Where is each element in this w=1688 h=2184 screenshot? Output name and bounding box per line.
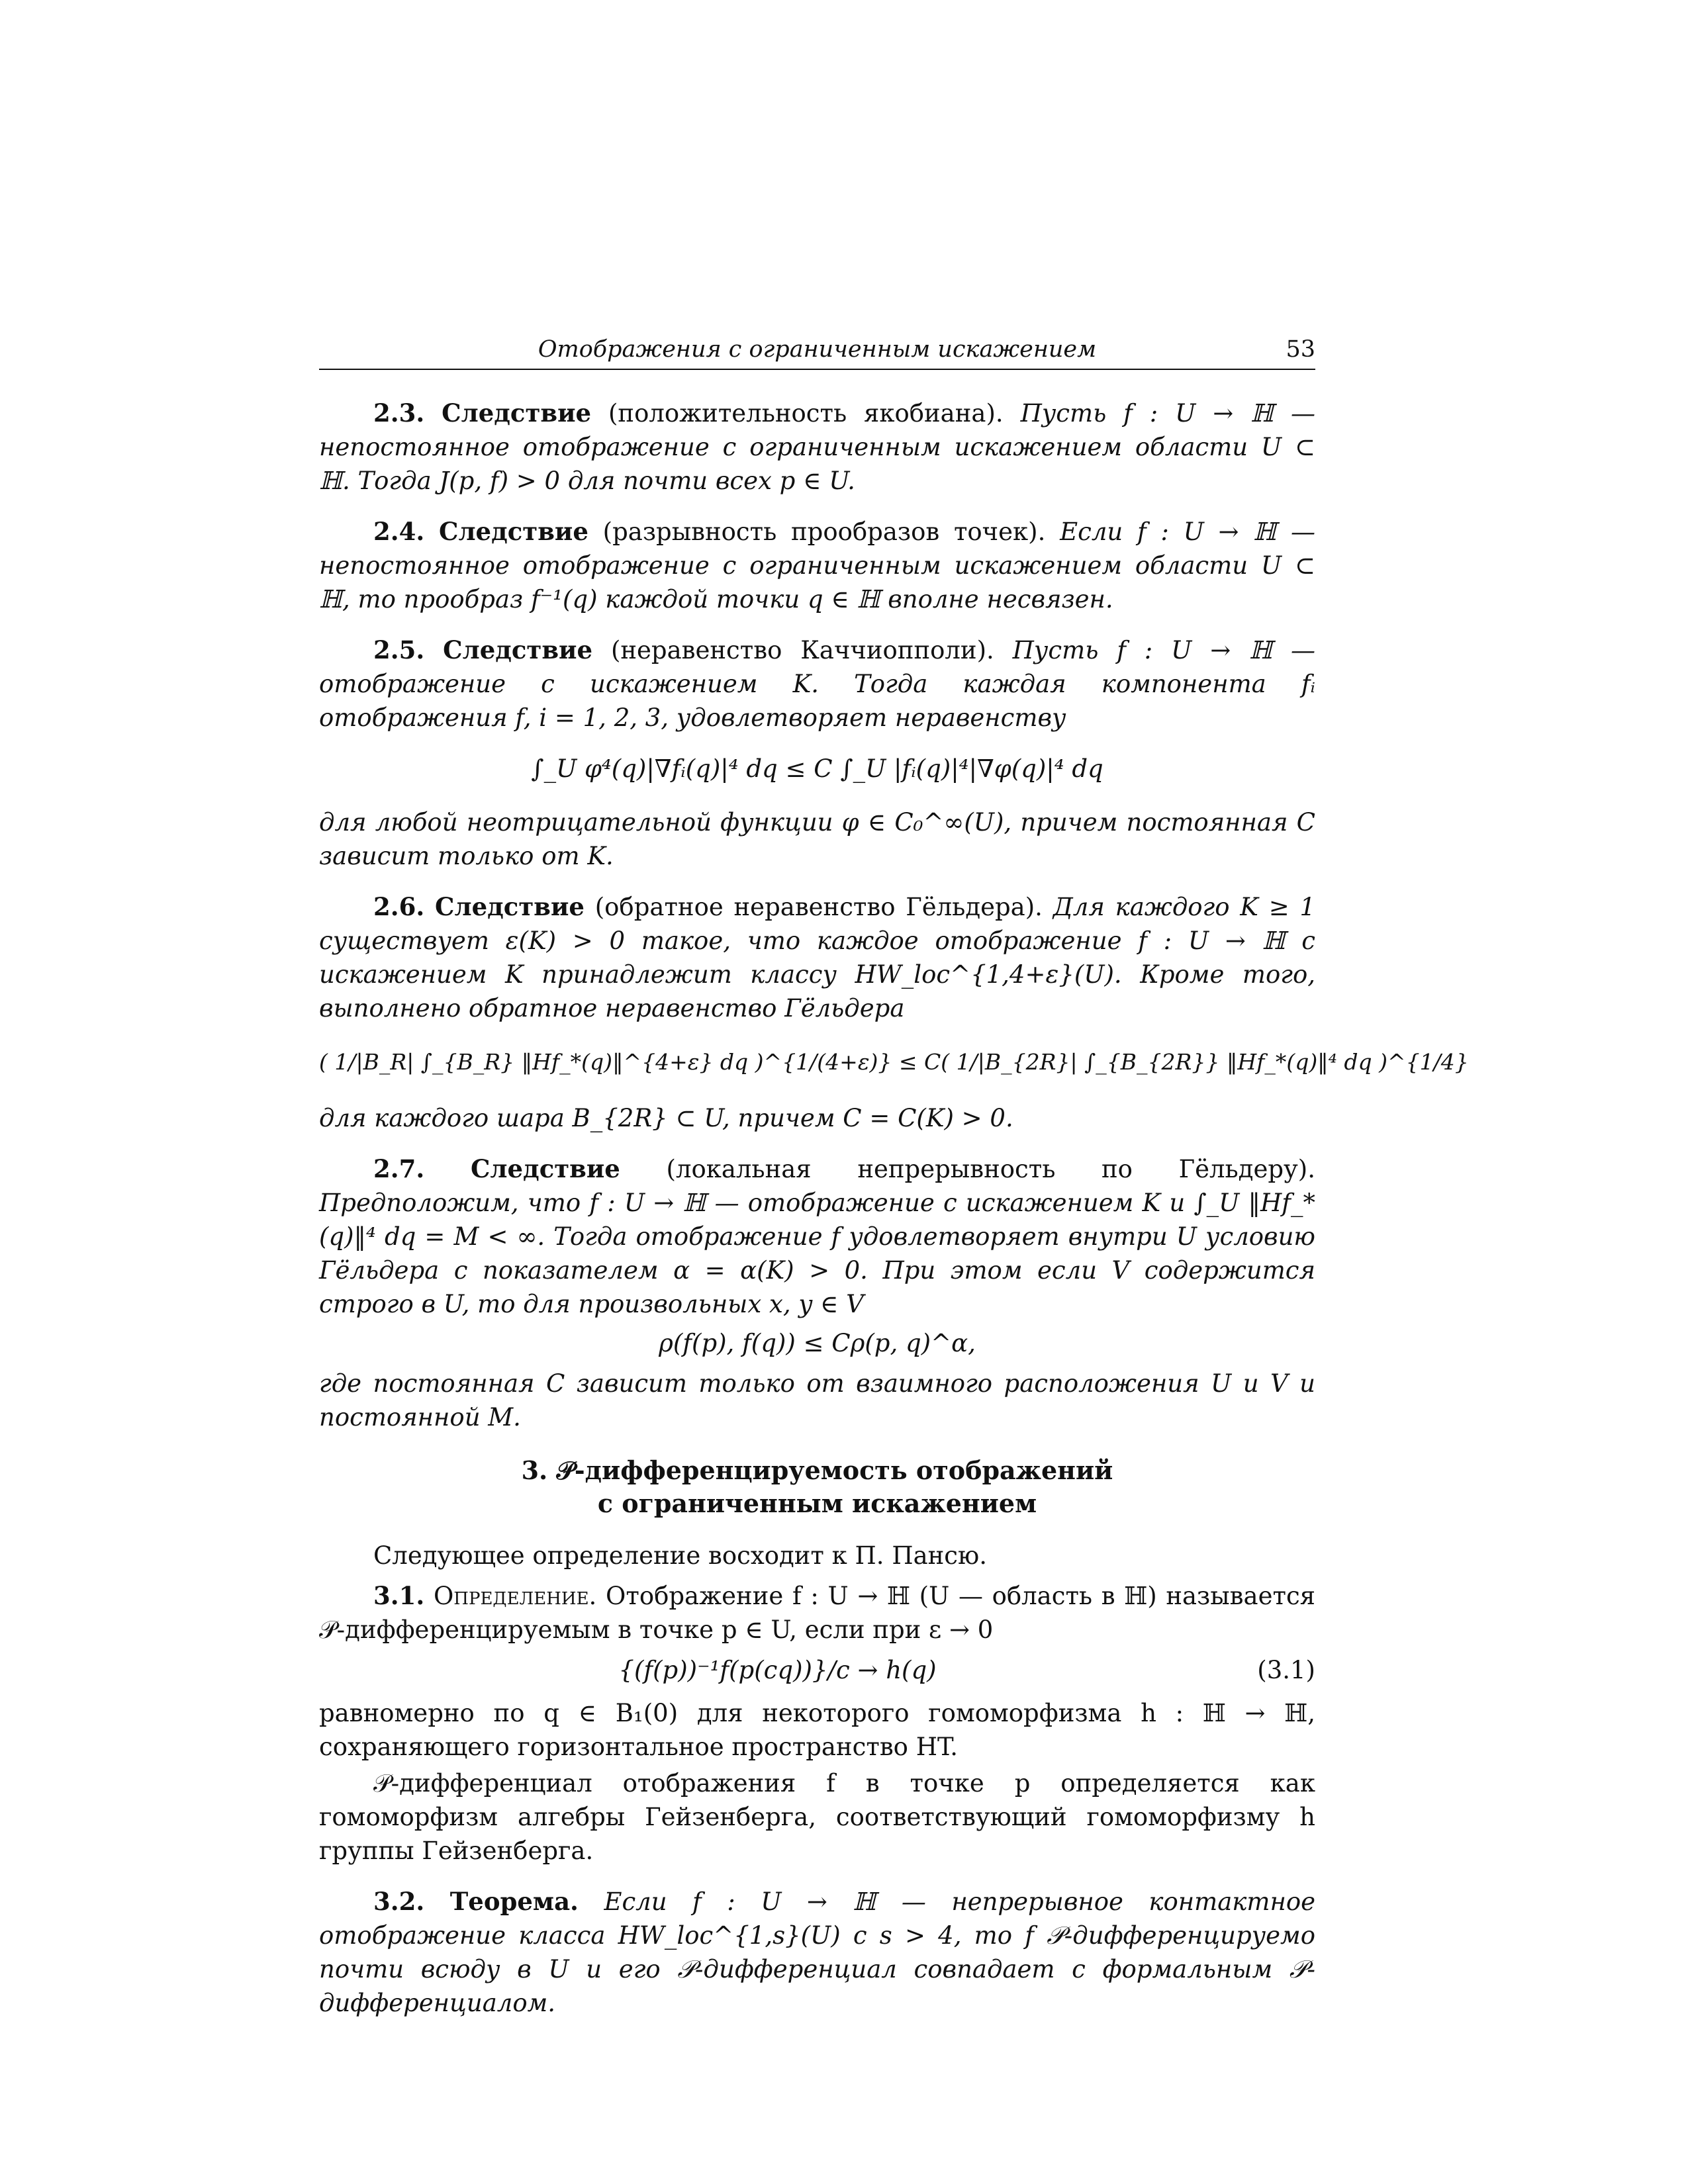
equation-number: (3.1) bbox=[1257, 1656, 1315, 1684]
corollary-2-5 bbox=[319, 633, 1315, 735]
corollary-note: (положительность якобиана). bbox=[608, 399, 1004, 428]
corollary-text: Для каждого K ≥ 1 существует ε(K) > 0 такое, что каждое отображение f : U → ℍ с искажением K принадлежит классу HW_loc^{1,4+ε}(U). Кроме того, выполнено обратное неравенство Гёльдера bbox=[319, 893, 1316, 1023]
p-differential-paragraph: 𝒫-дифференциал отображения f в точке p определяется как гомоморфизм алгебры Гейзенберга, соответствующий гомоморфизму h группы Гейзенберга. bbox=[319, 1769, 1315, 1865]
corollary-note: (разрывность прообразов точек). bbox=[602, 518, 1046, 546]
corollary-text: Предположим, что f : U → ℍ — отображение с искажением K и ∫_U ‖Hf_*(q)‖⁴ dq = M < ∞. Тогда отображение f удовлетворяет внутри U условию Гёльдера с показателем α = α(K) > 0. При этом если V содержится строго в U, то для произвольных x, y ∈ V bbox=[319, 1189, 1315, 1318]
section-heading-line-1: 3. 𝒫-дифференцируемость отображений bbox=[521, 1455, 1113, 1485]
corollary-note: (локальная непрерывность по Гёльдеру). bbox=[666, 1155, 1316, 1183]
definition-text: Отображение f : U → ℍ (U — область в ℍ) называется 𝒫-дифференцируемым в точке p ∈ U, если при ε → 0 bbox=[319, 1582, 1316, 1644]
equation-3-1 bbox=[319, 1653, 1315, 1687]
corollary-number: 2.5. bbox=[373, 635, 425, 664]
page bbox=[319, 334, 1469, 2037]
section-heading-line-2: с ограниченным искажением bbox=[597, 1488, 1037, 1518]
corollary-number: 2.4. bbox=[373, 517, 425, 546]
corollary-2-6-continuation: для каждого шара B_{2R} ⊂ U, причем C = C(K) > 0. bbox=[319, 1104, 1013, 1132]
corollary-2-5-continuation: для любой неотрицательной функции φ ∈ C₀^∞(U), причем постоянная C зависит только от K. bbox=[319, 808, 1315, 870]
corollary-note: (обратное неравенство Гёльдера). bbox=[594, 893, 1043, 921]
corollary-2-7 bbox=[319, 1152, 1315, 1321]
corollary-number: 2.3. bbox=[373, 398, 425, 428]
definition-3-1-continuation: равномерно по q ∈ B₁(0) для некоторого гомоморфизма h : ℍ → ℍ, сохраняющего горизонтальное пространство HT. bbox=[319, 1699, 1315, 1761]
corollary-number: 2.7. bbox=[373, 1154, 425, 1183]
definition-label: Определение. bbox=[433, 1582, 597, 1610]
corollary-2-3 bbox=[319, 396, 1315, 498]
running-header bbox=[319, 334, 1315, 370]
section-heading bbox=[319, 1454, 1315, 1520]
corollary-label: Следствие bbox=[443, 635, 593, 664]
equation-3-1-formula: {(f(p))⁻¹f(p(cq))}/c → h(q) bbox=[618, 1656, 937, 1684]
theorem-number: 3.2. bbox=[373, 1887, 425, 1916]
corollary-text: Пусть f : U → ℍ — непостоянное отображение с ограниченным искажением области U ⊂ ℍ. Тогда J(p, f) > 0 для почти всех p ∈ U. bbox=[319, 399, 1315, 495]
running-title: Отображения с ограниченным искажением bbox=[538, 336, 1097, 363]
corollary-2-4 bbox=[319, 515, 1315, 616]
corollary-2-7-continuation: где постоянная C зависит только от взаимного расположения U и V и постоянной M. bbox=[319, 1369, 1315, 1432]
corollary-label: Следствие bbox=[442, 398, 592, 428]
theorem-text: Если f : U → ℍ — непрерывное контактное отображение класса HW_loc^{1,s}(U) с s > 4, то f 𝒫-дифференцируемо почти всюду в U и его 𝒫-дифференциал совпадает с формальным 𝒫-дифференциалом. bbox=[319, 1888, 1316, 2017]
intro-paragraph: Следующее определение восходит к П. Пансю. bbox=[373, 1541, 988, 1570]
corollary-number: 2.6. bbox=[373, 892, 425, 921]
corollary-text: Пусть f : U → ℍ — отображение с искажением K. Тогда каждая компонента fᵢ отображения f, i = 1, 2, 3, удовлетворяет неравенству bbox=[319, 636, 1315, 732]
corollary-2-6 bbox=[319, 890, 1315, 1025]
corollary-note: (неравенство Каччиоппoли). bbox=[610, 636, 994, 664]
corollary-label: Следствие bbox=[435, 892, 585, 921]
corollary-label: Следствие bbox=[439, 517, 588, 546]
page-number: 53 bbox=[1286, 336, 1315, 363]
definition-3-1 bbox=[319, 1579, 1315, 1647]
theorem-label: Теорема. bbox=[449, 1887, 579, 1916]
corollary-text: Если f : U → ℍ — непостоянное отображение с ограниченным искажением области U ⊂ ℍ, то прообраз f⁻¹(q) каждой точки q ∈ ℍ вполне несвязен. bbox=[319, 518, 1316, 614]
theorem-3-2 bbox=[319, 1885, 1315, 2020]
definition-number: 3.1. bbox=[373, 1581, 425, 1610]
corollary-label: Следствие bbox=[470, 1154, 620, 1183]
reverse-holder-formula: ( 1/|B_R| ∫_{B_R} ‖Hf_*(q)‖^{4+ε} dq )^{1/(4+ε)} ≤ C( 1/|B_{2R}| ∫_{B_{2R}} ‖Hf_*(q)‖⁴ dq )^{1/4} bbox=[319, 1049, 1469, 1075]
holder-formula: ρ(f(p), f(q)) ≤ Cρ(p, q)^α, bbox=[659, 1329, 976, 1357]
caccioppoli-formula: ∫_U φ⁴(q)|∇fᵢ(q)|⁴ dq ≤ C ∫_U |fᵢ(q)|⁴|∇φ(q)|⁴ dq bbox=[531, 754, 1103, 783]
